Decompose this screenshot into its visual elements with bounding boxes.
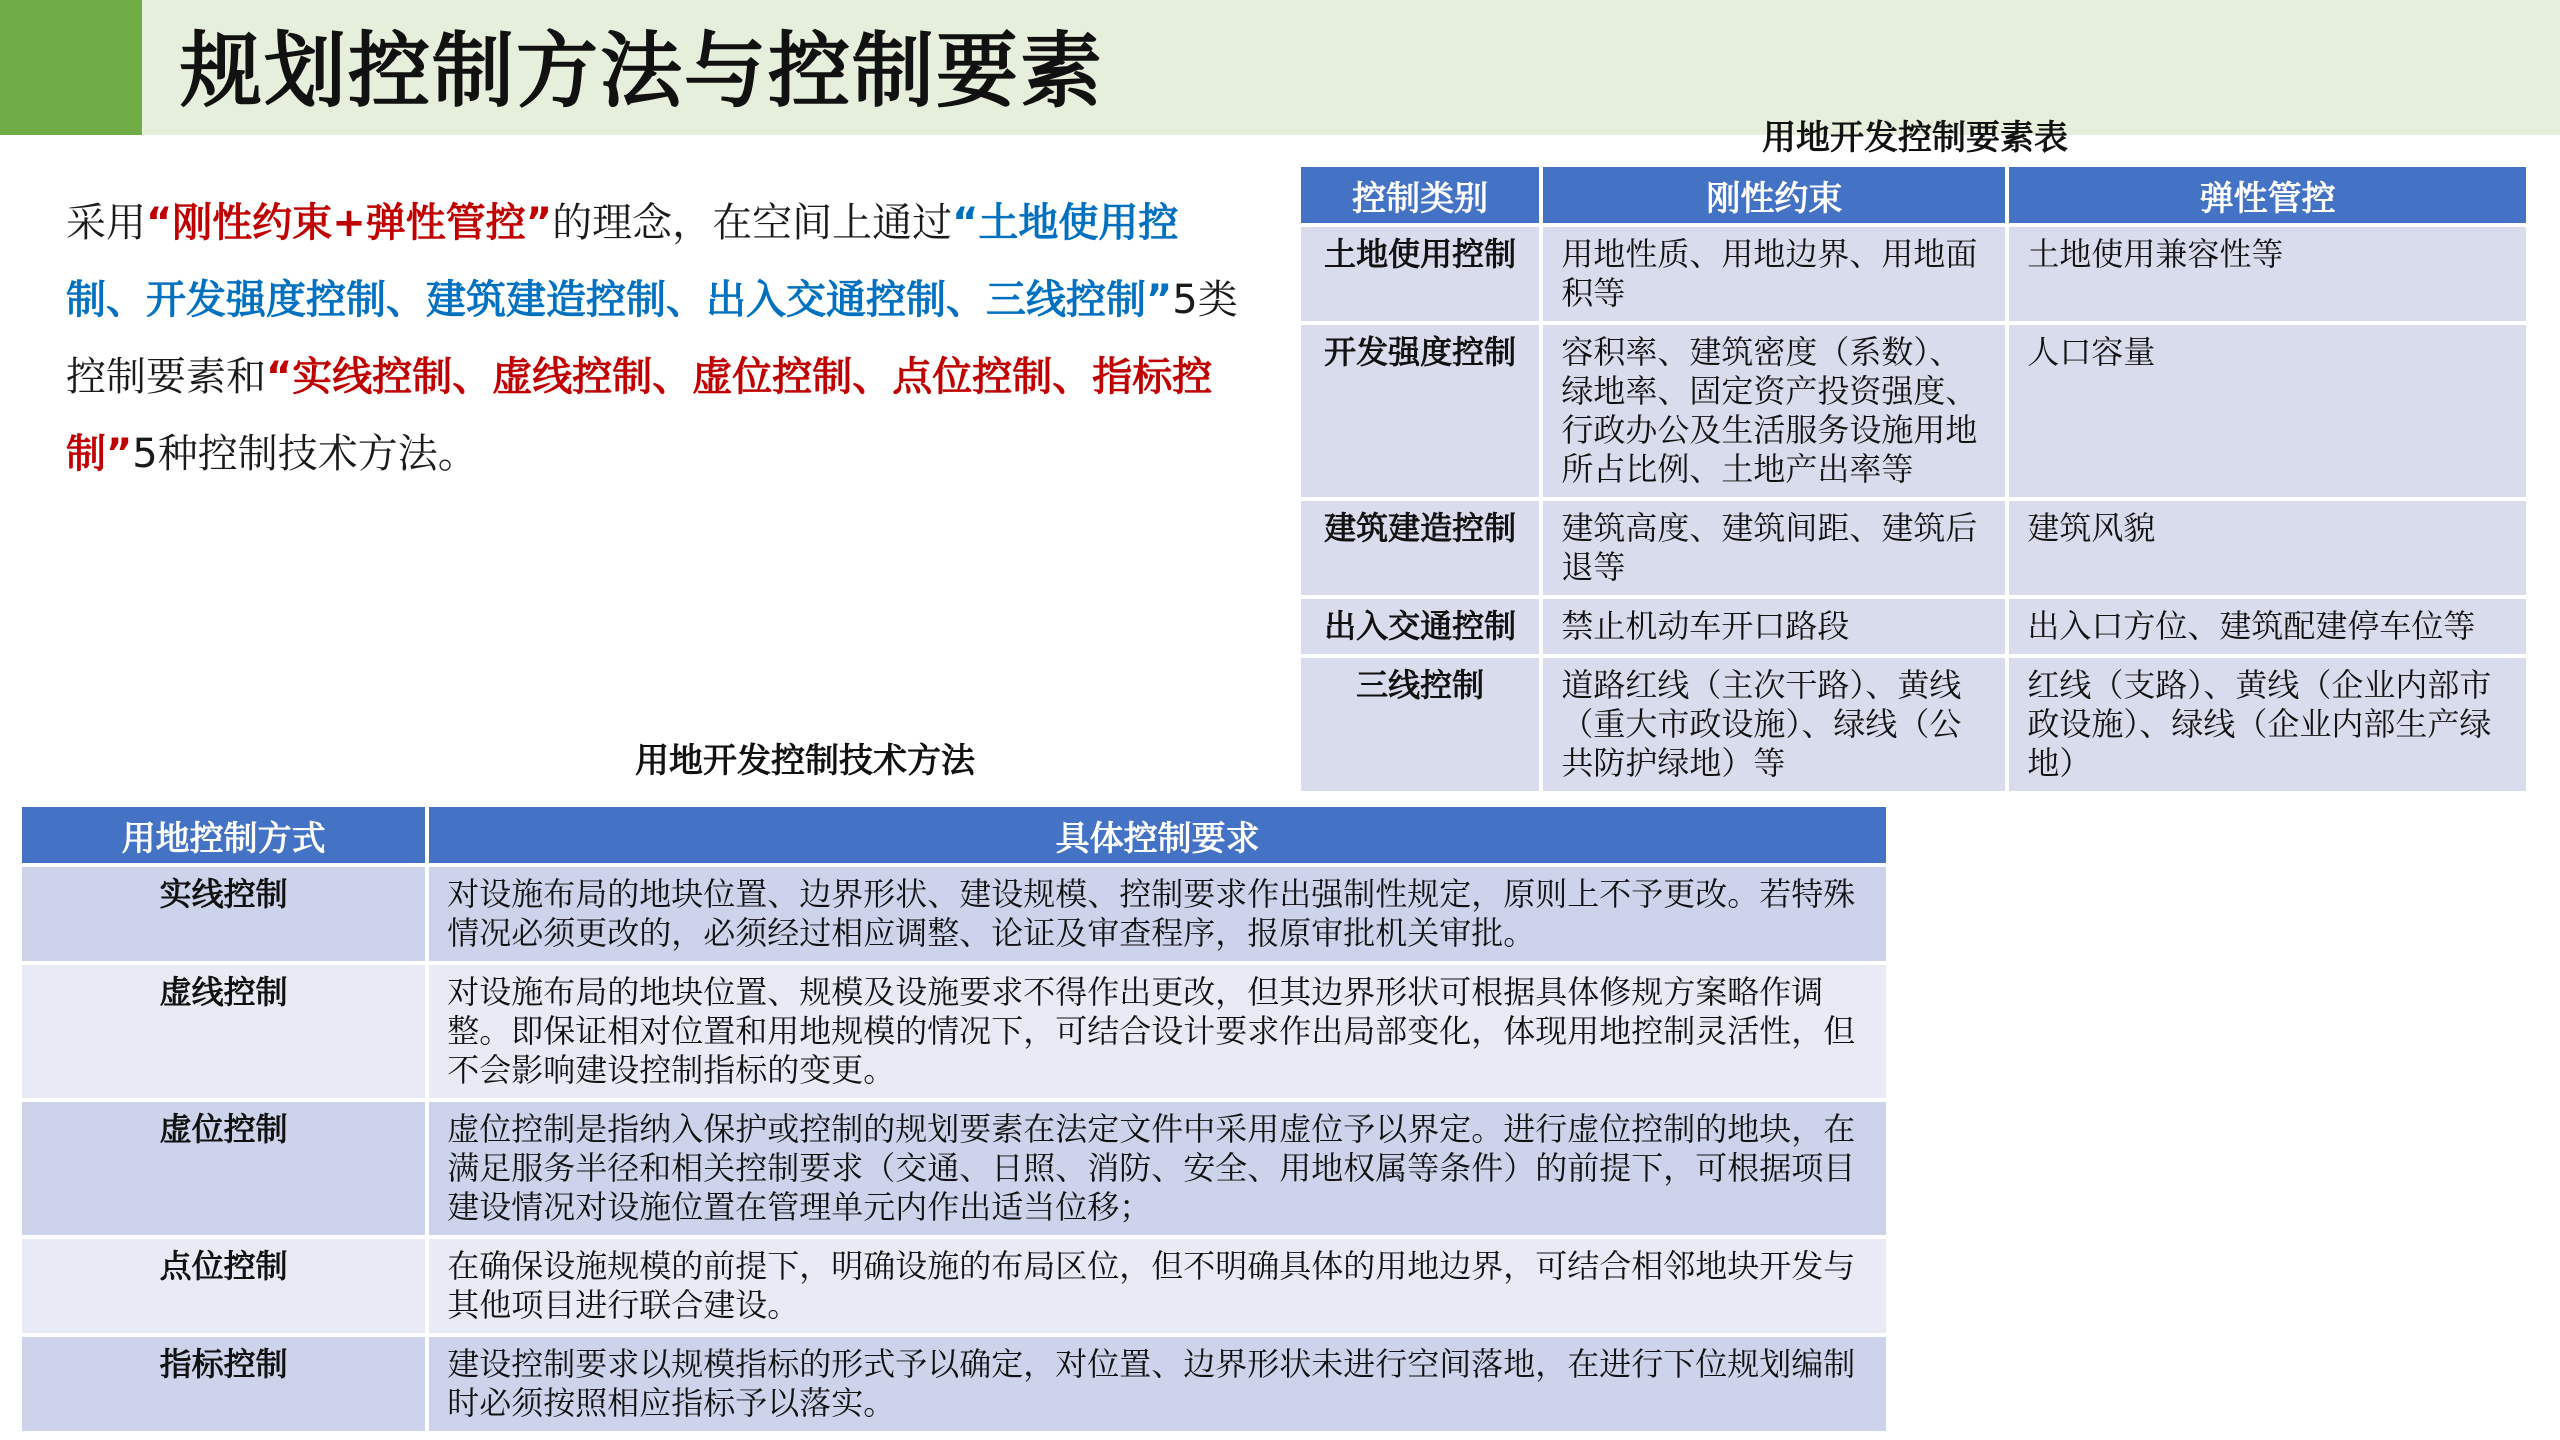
column-header: 用地控制方式 [22,807,425,863]
flexible-cell: 红线（支路）、黄线（企业内部市政设施）、绿线（企业内部生产绿地） [2009,658,2526,791]
table-row [1301,501,2526,595]
table-row [22,1337,1886,1431]
method-cell: 虚线控制 [22,965,425,1098]
methods-table [18,803,1890,1435]
requirement-cell: 对设施布局的地块位置、边界形状、建设规模、控制要求作出强制性规定，原则上不予更改。若特殊情况必须更改的，必须经过相应调整、论证及审查程序，报原审批机关审批。 [429,867,1886,961]
table-row [1301,599,2526,654]
column-header: 控制类别 [1301,167,1539,223]
rigid-cell: 容积率、建筑密度（系数）、绿地率、固定资产投资强度、行政办公及生活服务设施用地所占比例、土地产出率等 [1543,325,2005,497]
intro-emphasis-blue: “土地使用控制、开发强度控制、建筑建造控制、出入交通控制、三线控制” [66,200,1179,323]
intro-emphasis-red: “实线控制、虚线控制、虚位控制、点位控制、指标控制” [66,354,1213,477]
category-cell: 出入交通控制 [1301,599,1539,654]
table-row [22,965,1886,1098]
column-header: 具体控制要求 [429,807,1886,863]
requirement-cell: 建设控制要求以规模指标的形式予以确定，对位置、边界形状未进行空间落地，在进行下位规划编制时必须按照相应指标予以落实。 [429,1337,1886,1431]
flexible-cell: 人口容量 [2009,325,2526,497]
table-header-row [1301,167,2526,223]
elements-table [1297,163,2530,795]
page-title: 规划控制方法与控制要素 [180,24,1105,119]
table-row [22,1102,1886,1235]
method-cell: 实线控制 [22,867,425,961]
flexible-cell: 出入口方位、建筑配建停车位等 [2009,599,2526,654]
requirement-cell: 虚位控制是指纳入保护或控制的规划要素在法定文件中采用虚位予以界定。进行虚位控制的地块，在满足服务半径和相关控制要求（交通、日照、消防、安全、用地权属等条件）的前提下，可根据项目建设情况对设施位置在管理单元内作出适当位移； [429,1102,1886,1235]
method-cell: 指标控制 [22,1337,425,1431]
methods-table-caption: 用地开发控制技术方法 [635,741,975,781]
intro-text: 的理念，在空间上通过 [552,200,953,246]
category-cell: 开发强度控制 [1301,325,1539,497]
intro-text: 5种控制技术方法。 [132,431,478,477]
table-header-row [22,807,1886,863]
intro-text: 采用 [66,200,146,246]
category-cell: 三线控制 [1301,658,1539,791]
method-cell: 虚位控制 [22,1102,425,1235]
column-header: 刚性约束 [1543,167,2005,223]
rigid-cell: 用地性质、用地边界、用地面积等 [1543,227,2005,321]
flexible-cell: 建筑风貌 [2009,501,2526,595]
header-accent-block [0,0,142,135]
flexible-cell: 土地使用兼容性等 [2009,227,2526,321]
method-cell: 点位控制 [22,1239,425,1333]
intro-text: 5类控制要素和 [66,277,1238,400]
category-cell: 土地使用控制 [1301,227,1539,321]
rigid-cell: 道路红线（主次干路）、黄线（重大市政设施）、绿线（公共防护绿地）等 [1543,658,2005,791]
requirement-cell: 在确保设施规模的前提下，明确设施的布局区位，但不明确具体的用地边界，可结合相邻地块开发与其他项目进行联合建设。 [429,1239,1886,1333]
intro-emphasis-red: “刚性约束+弹性管控” [146,200,553,246]
requirement-cell: 对设施布局的地块位置、规模及设施要求不得作出更改，但其边界形状可根据具体修规方案略作调整。即保证相对位置和用地规模的情况下，可结合设计要求作出局部变化，体现用地控制灵活性，但不会影响建设控制指标的变更。 [429,965,1886,1098]
rigid-cell: 禁止机动车开口路段 [1543,599,2005,654]
table-row [22,867,1886,961]
elements-table-caption: 用地开发控制要素表 [1762,118,2068,158]
table-row [22,1239,1886,1333]
category-cell: 建筑建造控制 [1301,501,1539,595]
rigid-cell: 建筑高度、建筑间距、建筑后退等 [1543,501,2005,595]
table-row [1301,325,2526,497]
column-header: 弹性管控 [2009,167,2526,223]
intro-paragraph [66,185,1246,493]
table-row [1301,227,2526,321]
